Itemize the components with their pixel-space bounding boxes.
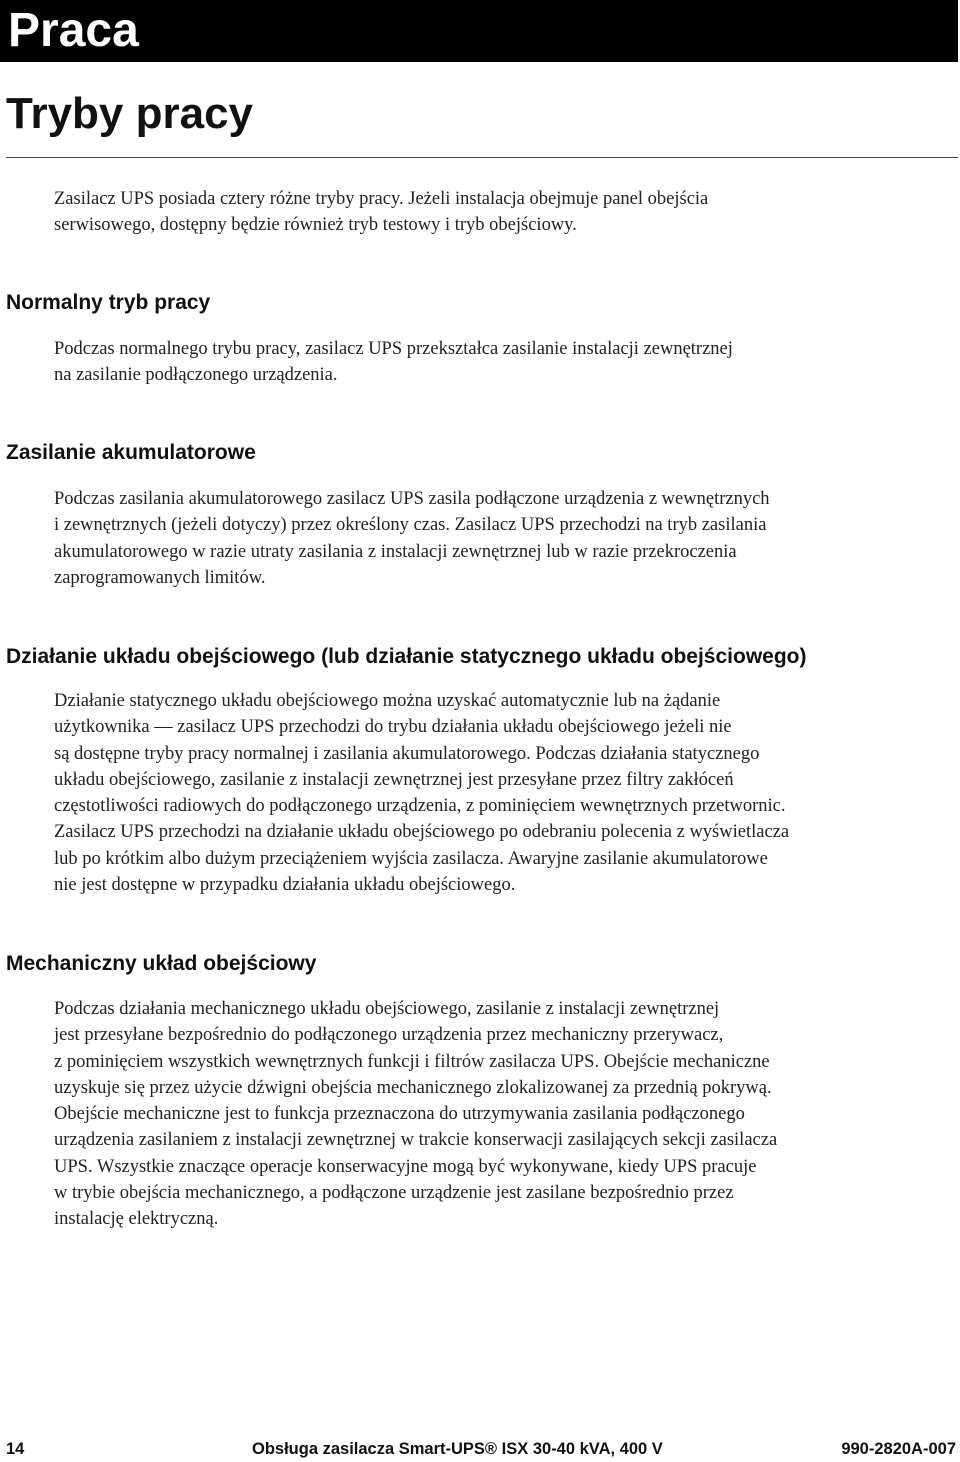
text-line: uzyskuje się przez użycie dźwigni obejścia mechanicznego zlokalizowanej za przednią pokrywą. (54, 1077, 772, 1098)
footer-document-code: 990-2820A-007 (841, 1440, 956, 1458)
text-line: i zewnętrznych (jeżeli dotyczy) przez określony czas. Zasilacz UPS przechodzi na tryb zasilania (54, 515, 767, 536)
section-heading-normal-mode: Normalny tryb pracy (6, 291, 211, 314)
footer-manual-title: Obsługa zasilacza Smart-UPS® ISX 30-40 kVA, 400 V (252, 1440, 663, 1458)
text-line: UPS. Wszystkie znaczące operacje konserwacyjne mogą być wykonywane, kiedy UPS pracuje (54, 1156, 757, 1177)
text-line: Podczas normalnego trybu pracy, zasilacz UPS przekształca zasilanie instalacji zewnętrznej (54, 339, 733, 359)
footer-page-number: 14 (6, 1440, 25, 1458)
text-line: częstotliwości radiowych do podłączonego urządzenia, z pominięciem wewnętrznych przetwornic. (54, 796, 786, 817)
text-line: serwisowego, dostępny będzie również tryb testowy i tryb obejściowy. (54, 215, 577, 236)
text-line: Działanie statycznego układu obejściowego można uzyskać automatycznie lub na żądanie (54, 691, 721, 711)
text-line: na zasilanie podłączonego urządzenia. (54, 365, 338, 386)
chapter-header-bar (0, 0, 958, 62)
chapter-title: Praca (8, 4, 139, 57)
section-paragraph-normal-mode (54, 336, 934, 389)
text-line: nie jest dostępne w przypadku działania układu obejściowego. (54, 875, 516, 896)
section-paragraph-mechanical-bypass (54, 996, 934, 1233)
text-line: instalację elektryczną. (54, 1209, 219, 1230)
text-line: użytkownika — zasilacz UPS przechodzi do trybu działania układu obejściowego jeżeli nie (54, 717, 732, 738)
section-paragraph-bypass-mode (54, 688, 934, 898)
text-line: Podczas zasilania akumulatorowego zasilacz UPS zasila podłączone urządzenia z wewnętrznych (54, 489, 770, 509)
text-line: urządzenia zasilaniem z instalacji zewnętrznej w trakcie konserwacji zasilających sekcji zasilacza (54, 1130, 778, 1151)
section-heading-mechanical-bypass: Mechaniczny układ obejściowy (6, 952, 317, 975)
text-line: w trybie obejścia mechanicznego, a podłączone urządzenie jest zasilane bezpośrednio przez (54, 1183, 734, 1204)
text-line: z pominięciem wszystkich wewnętrznych funkcji i filtrów zasilacza UPS. Obejście mechaniczne (54, 1051, 770, 1072)
page-title: Tryby pracy (6, 89, 254, 138)
section-heading-bypass-mode: Działanie układu obejściowego (lub działanie statycznego układu obejściowego) (6, 645, 807, 668)
intro-paragraph (54, 186, 934, 239)
title-divider (6, 157, 958, 158)
text-line: Zasilacz UPS posiada cztery różne tryby pracy. Jeżeli instalacja obejmuje panel obejścia (54, 189, 709, 209)
text-line: układu obejściowego, zasilanie z instalacji zewnętrznej jest przesyłane przez filtry zakłóceń (54, 769, 734, 790)
text-line: Obejście mechaniczne jest to funkcja przeznaczona do utrzymywania zasilania podłączonego (54, 1104, 745, 1125)
text-line: zaprogramowanych limitów. (54, 567, 266, 588)
text-line: lub po krótkim albo dużym przeciążeniem wyjścia zasilacza. Awaryjne zasilanie akumulatorowe (54, 848, 768, 869)
text-line: Zasilacz UPS przechodzi na działanie układu obejściowego po odebraniu polecenia z wyświetlacza (54, 822, 790, 843)
text-line: są dostępne tryby pracy normalnej i zasilania akumulatorowego. Podczas działania statycznego (54, 743, 760, 764)
text-line: akumulatorowego w razie utraty zasilania z instalacji zewnętrznej lub w razie przekroczenia (54, 541, 737, 562)
section-heading-battery-mode: Zasilanie akumulatorowe (6, 441, 256, 464)
text-line: Podczas działania mechanicznego układu obejściowego, zasilanie z instalacji zewnętrznej (54, 999, 720, 1019)
section-paragraph-battery-mode (54, 486, 934, 591)
text-line: jest przesyłane bezpośrednio do podłączonego urządzenia przez mechaniczny przerywacz, (54, 1025, 724, 1046)
